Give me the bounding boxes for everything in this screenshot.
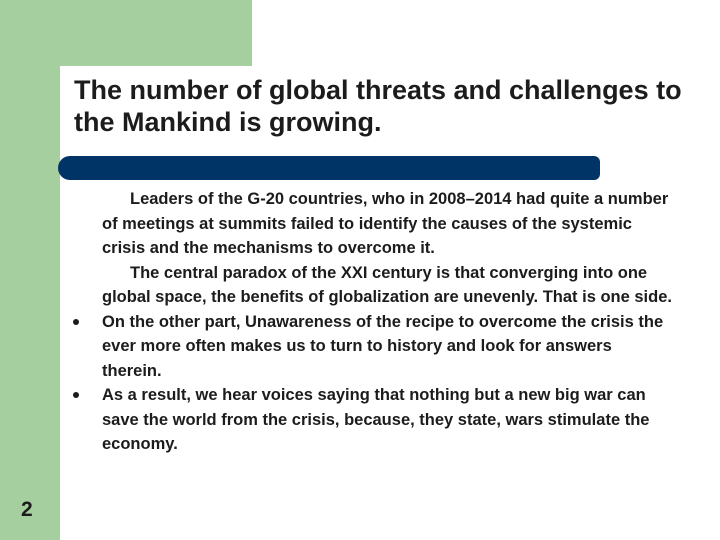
title-divider-bar [58, 156, 600, 180]
bullet-item [102, 383, 672, 457]
bullet-text: On the other part, Unawareness of the recipe to overcome the crisis the ever more often makes us to turn to history and look for answers therein. [102, 312, 664, 380]
slide-title: The number of global threats and challenges to the Mankind is growing. [74, 75, 682, 137]
bullet-text: As a result, we hear voices saying that nothing but a new big war can save the world from the crisis, because, they state, wars stimulate the economy. [102, 386, 650, 453]
bullet-item [102, 310, 672, 384]
paragraph-paradox: The central paradox of the XXI century is that converging into one global space, the benefits of globalization are unevenly. That is one side. [102, 263, 672, 306]
slide-body [102, 187, 672, 457]
top-accent-block [0, 0, 252, 66]
bullet-dot-icon [73, 319, 79, 325]
bullet-dot-icon [73, 392, 79, 398]
page-number: 2 [21, 498, 33, 521]
left-accent-strip [0, 0, 60, 540]
paragraph-g20: Leaders of the G-20 countries, who in 2008–2014 had quite a number of meetings at summits failed to identify the causes of the systemic crisis and the mechanisms to overcome it. [102, 190, 669, 257]
